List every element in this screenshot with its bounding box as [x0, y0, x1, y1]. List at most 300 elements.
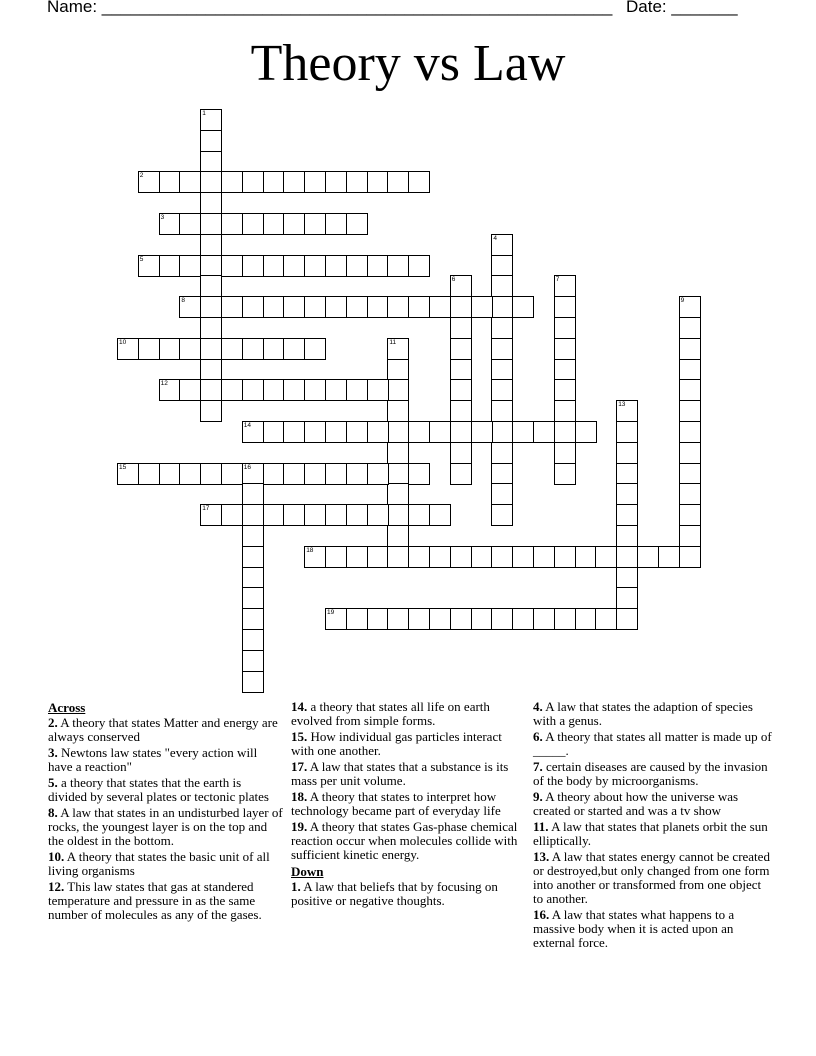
grid-cell[interactable]: [450, 421, 472, 443]
clue-text: a theory that states that the earth is divided by several plates or tectonic plates: [48, 775, 269, 804]
grid-cell[interactable]: [242, 567, 264, 589]
grid-cell[interactable]: [616, 608, 638, 630]
clue-text: A theory that states the basic unit of all living organisms: [48, 849, 270, 878]
grid-cell[interactable]: [221, 171, 243, 193]
grid-cell[interactable]: [138, 338, 160, 360]
grid-cell[interactable]: [512, 546, 534, 568]
grid-cell[interactable]: [221, 296, 243, 318]
clue-number-label: 11: [389, 338, 397, 346]
grid-cell[interactable]: [117, 463, 139, 485]
grid-cell[interactable]: [242, 650, 264, 672]
clue-number-label: 5: [139, 255, 144, 263]
grid-cell[interactable]: [387, 504, 409, 526]
clue-text: How individual gas particles interact with one another.: [291, 729, 502, 758]
clue-text: A law that states energy cannot be created or destroyed,but only changed from one form into another or transformed from one object to another.: [533, 849, 770, 906]
clue-across-14: [291, 700, 527, 728]
grid-cell[interactable]: [471, 608, 493, 630]
grid-cell[interactable]: [221, 338, 243, 360]
grid-cell[interactable]: [263, 171, 285, 193]
grid-cell[interactable]: [346, 421, 368, 443]
grid-cell[interactable]: [387, 296, 409, 318]
grid-cell[interactable]: [159, 463, 181, 485]
page-title: Theory vs Law: [250, 35, 566, 92]
grid-cell[interactable]: [679, 296, 701, 318]
grid-cell[interactable]: [325, 296, 347, 318]
clue-across-18: [291, 790, 527, 818]
grid-cell[interactable]: [367, 171, 389, 193]
grid-cell[interactable]: [304, 338, 326, 360]
grid-cell[interactable]: [159, 171, 181, 193]
grid-cell[interactable]: [325, 463, 347, 485]
grid-cell[interactable]: [242, 587, 264, 609]
down-heading: Down: [291, 864, 324, 879]
grid-cell[interactable]: [450, 546, 472, 568]
grid-cell[interactable]: [221, 504, 243, 526]
grid-cell[interactable]: [616, 525, 638, 547]
grid-cell[interactable]: [367, 379, 389, 401]
grid-cell[interactable]: [367, 255, 389, 277]
grid-cell[interactable]: [491, 255, 513, 277]
clue-number: 3.: [48, 745, 58, 760]
grid-cell[interactable]: [138, 171, 160, 193]
clue-number-label: 7: [555, 276, 560, 284]
grid-cell[interactable]: [491, 296, 513, 318]
grid-cell[interactable]: [679, 483, 701, 505]
clue-number-label: 17: [202, 505, 210, 513]
grid-cell[interactable]: [283, 463, 305, 485]
grid-cell[interactable]: [283, 213, 305, 235]
grid-cell[interactable]: [491, 546, 513, 568]
grid-cell[interactable]: [200, 400, 222, 422]
clue-number: 5.: [48, 775, 58, 790]
clue-text: This law states that gas at standered temperature and pressure in as the same number of molecules as any of the gases.: [48, 879, 262, 922]
grid-cell[interactable]: [429, 296, 451, 318]
grid-cell[interactable]: [679, 338, 701, 360]
grid-cell[interactable]: [616, 421, 638, 443]
grid-cell[interactable]: [325, 421, 347, 443]
grid-cell[interactable]: [179, 213, 201, 235]
grid-cell[interactable]: [637, 546, 659, 568]
clue-number-label: 2: [139, 172, 144, 180]
grid-cell[interactable]: [491, 483, 513, 505]
clue-down-1: [291, 880, 527, 908]
grid-cell[interactable]: [429, 546, 451, 568]
grid-cell[interactable]: [595, 546, 617, 568]
grid-cell[interactable]: [554, 275, 576, 297]
grid-cell[interactable]: [138, 255, 160, 277]
grid-cell[interactable]: [304, 379, 326, 401]
grid-cell[interactable]: [575, 608, 597, 630]
grid-cell[interactable]: [221, 379, 243, 401]
clue-down-4: [533, 700, 773, 728]
grid-cell[interactable]: [367, 504, 389, 526]
clue-number: 9.: [533, 789, 543, 804]
grid-cell[interactable]: [283, 338, 305, 360]
clue-number-label: 16: [243, 463, 252, 471]
grid-cell[interactable]: [491, 234, 513, 256]
grid-cell[interactable]: [242, 421, 264, 443]
grid-cell[interactable]: [616, 567, 638, 589]
grid-cell[interactable]: [200, 151, 222, 173]
clue-text: A theory about how the universe was created or started and was a tv show: [533, 789, 739, 818]
grid-cell[interactable]: [679, 546, 701, 568]
clue-down-7: [533, 760, 773, 788]
grid-cell[interactable]: [242, 213, 264, 235]
grid-cell[interactable]: [554, 546, 576, 568]
grid-cell[interactable]: [408, 421, 430, 443]
clue-across-2: [48, 716, 283, 744]
grid-cell[interactable]: [304, 504, 326, 526]
grid-cell[interactable]: [554, 317, 576, 339]
clue-number: 1.: [291, 879, 301, 894]
grid-cell[interactable]: [450, 442, 472, 464]
grid-cell[interactable]: [408, 504, 430, 526]
grid-cell[interactable]: [450, 296, 472, 318]
grid-cell[interactable]: [263, 338, 285, 360]
grid-cell[interactable]: [346, 296, 368, 318]
clue-number-label: 8: [181, 297, 186, 305]
clue-number: 4.: [533, 699, 543, 714]
clue-number: 17.: [291, 759, 308, 774]
clue-text: A law that states the adaption of species with a genus.: [533, 699, 753, 728]
grid-cell[interactable]: [159, 213, 181, 235]
grid-cell[interactable]: [367, 608, 389, 630]
grid-cell[interactable]: [325, 171, 347, 193]
grid-cell[interactable]: [554, 296, 576, 318]
grid-cell[interactable]: [346, 546, 368, 568]
grid-cell[interactable]: [325, 379, 347, 401]
grid-cell[interactable]: [679, 525, 701, 547]
grid-cell[interactable]: [616, 442, 638, 464]
grid-cell[interactable]: [387, 359, 409, 381]
grid-cell[interactable]: [263, 504, 285, 526]
grid-cell[interactable]: [200, 192, 222, 214]
grid-cell[interactable]: [491, 442, 513, 464]
grid-cell[interactable]: [387, 171, 409, 193]
grid-cell[interactable]: [200, 338, 222, 360]
grid-cell[interactable]: [179, 463, 201, 485]
grid-cell[interactable]: [242, 629, 264, 651]
grid-cell[interactable]: [616, 400, 638, 422]
grid-cell[interactable]: [491, 379, 513, 401]
grid-cell[interactable]: [283, 421, 305, 443]
grid-cell[interactable]: [242, 504, 264, 526]
grid-cell[interactable]: [346, 463, 368, 485]
clue-text: A law that states what happens to a massive body when it is acted upon an external force.: [533, 907, 735, 950]
grid-cell[interactable]: [387, 546, 409, 568]
grid-cell[interactable]: [450, 317, 472, 339]
grid-cell[interactable]: [512, 296, 534, 318]
grid-cell[interactable]: [346, 255, 368, 277]
grid-cell[interactable]: [387, 525, 409, 547]
grid-cell[interactable]: [179, 171, 201, 193]
grid-cell[interactable]: [283, 255, 305, 277]
grid-cell[interactable]: [491, 504, 513, 526]
grid-cell[interactable]: [679, 359, 701, 381]
grid-cell[interactable]: [179, 255, 201, 277]
grid-cell[interactable]: [242, 608, 264, 630]
grid-cell[interactable]: [471, 421, 493, 443]
grid-cell[interactable]: [408, 296, 430, 318]
clue-across-3: [48, 746, 283, 774]
grid-cell[interactable]: [242, 171, 264, 193]
grid-cell[interactable]: [450, 359, 472, 381]
grid-cell[interactable]: [616, 504, 638, 526]
grid-cell[interactable]: [554, 359, 576, 381]
grid-cell[interactable]: [471, 546, 493, 568]
clue-across-10: [48, 850, 283, 878]
grid-cell[interactable]: [242, 463, 264, 485]
clue-number-label: 4: [493, 234, 498, 242]
grid-cell[interactable]: [491, 463, 513, 485]
grid-cell[interactable]: [200, 463, 222, 485]
grid-cell[interactable]: [304, 171, 326, 193]
clue-number-label: 6: [451, 276, 456, 284]
clue-number: 14.: [291, 699, 308, 714]
grid-cell[interactable]: [367, 546, 389, 568]
grid-cell[interactable]: [679, 504, 701, 526]
grid-cell[interactable]: [533, 608, 555, 630]
clue-text: A theory that states Gas-phase chemical reaction occur when molecules collide with sufficient kinetic energy.: [291, 819, 518, 862]
grid-cell[interactable]: [616, 483, 638, 505]
grid-cell[interactable]: [554, 442, 576, 464]
clue-number: 12.: [48, 879, 65, 894]
grid-cell[interactable]: [346, 608, 368, 630]
grid-cell[interactable]: [387, 483, 409, 505]
grid-cell[interactable]: [263, 296, 285, 318]
clue-number: 16.: [533, 907, 550, 922]
grid-cell[interactable]: [512, 608, 534, 630]
grid-cell[interactable]: [575, 546, 597, 568]
grid-cell[interactable]: [491, 275, 513, 297]
grid-cell[interactable]: [429, 421, 451, 443]
grid-cell[interactable]: [533, 546, 555, 568]
clue-text: A law that states that planets orbit the sun elliptically.: [533, 819, 768, 848]
clue-text: A law that states in an undisturbed layer of rocks, the youngest layer is on the top and the oldest in the bottom.: [48, 805, 283, 848]
grid-cell[interactable]: [263, 463, 285, 485]
clue-across-19: [291, 820, 527, 862]
clue-number-label: 10: [119, 338, 127, 346]
grid-cell[interactable]: [325, 213, 347, 235]
grid-cell[interactable]: [491, 421, 513, 443]
grid-cell[interactable]: [679, 463, 701, 485]
clue-text: Newtons law states "every action will have a reaction": [48, 745, 258, 774]
grid-cell[interactable]: [263, 255, 285, 277]
grid-cell[interactable]: [159, 338, 181, 360]
grid-cell[interactable]: [450, 608, 472, 630]
grid-cell[interactable]: [200, 317, 222, 339]
grid-cell[interactable]: [221, 255, 243, 277]
clue-down-16: [533, 908, 773, 950]
grid-cell[interactable]: [346, 171, 368, 193]
clue-number: 7.: [533, 759, 543, 774]
grid-cell[interactable]: [408, 255, 430, 277]
clue-text: a theory that states all life on earth evolved from simple forms.: [291, 699, 490, 728]
grid-cell[interactable]: [304, 296, 326, 318]
grid-cell[interactable]: [263, 213, 285, 235]
grid-cell[interactable]: [450, 379, 472, 401]
grid-cell[interactable]: [554, 400, 576, 422]
grid-cell[interactable]: [200, 296, 222, 318]
clue-text: A law that states that a substance is its mass per unit volume.: [291, 759, 509, 788]
grid-cell[interactable]: [554, 379, 576, 401]
grid-cell[interactable]: [387, 421, 409, 443]
grid-cell[interactable]: [200, 504, 222, 526]
grid-cell[interactable]: [387, 608, 409, 630]
grid-cell[interactable]: [221, 213, 243, 235]
grid-cell[interactable]: [554, 608, 576, 630]
grid-cell[interactable]: [658, 546, 680, 568]
grid-cell[interactable]: [117, 338, 139, 360]
clue-number: 11.: [533, 819, 549, 834]
grid-cell[interactable]: [242, 255, 264, 277]
grid-cell[interactable]: [138, 463, 160, 485]
grid-cell[interactable]: [304, 255, 326, 277]
grid-cell[interactable]: [346, 379, 368, 401]
clue-across-8: [48, 806, 283, 848]
grid-cell[interactable]: [491, 400, 513, 422]
grid-cell[interactable]: [200, 213, 222, 235]
grid-cell[interactable]: [450, 463, 472, 485]
grid-cell[interactable]: [283, 171, 305, 193]
date-field-label[interactable]: Date: _______: [626, 0, 738, 16]
grid-cell[interactable]: [367, 296, 389, 318]
clue-across-12: [48, 880, 283, 922]
grid-cell[interactable]: [387, 400, 409, 422]
grid-cell[interactable]: [554, 463, 576, 485]
clue-text: A law that beliefs that by focusing on positive or negative thoughts.: [291, 879, 498, 908]
grid-cell[interactable]: [242, 483, 264, 505]
grid-cell[interactable]: [242, 296, 264, 318]
grid-cell[interactable]: [283, 296, 305, 318]
grid-cell[interactable]: [408, 171, 430, 193]
grid-cell[interactable]: [679, 400, 701, 422]
grid-cell[interactable]: [179, 338, 201, 360]
grid-cell[interactable]: [595, 608, 617, 630]
grid-cell[interactable]: [450, 275, 472, 297]
grid-cell[interactable]: [616, 546, 638, 568]
grid-cell[interactable]: [200, 359, 222, 381]
grid-cell[interactable]: [429, 608, 451, 630]
grid-cell[interactable]: [242, 671, 264, 693]
grid-cell[interactable]: [616, 463, 638, 485]
grid-cell[interactable]: [242, 525, 264, 547]
clue-text: certain diseases are caused by the invasion of the body by microorganisms.: [533, 759, 768, 788]
grid-cell[interactable]: [575, 421, 597, 443]
grid-cell[interactable]: [679, 442, 701, 464]
grid-cell[interactable]: [387, 442, 409, 464]
grid-cell[interactable]: [450, 400, 472, 422]
grid-cell[interactable]: [200, 234, 222, 256]
clue-number: 13.: [533, 849, 550, 864]
grid-cell[interactable]: [346, 504, 368, 526]
grid-cell[interactable]: [679, 421, 701, 443]
clue-across-15: [291, 730, 527, 758]
grid-cell[interactable]: [387, 338, 409, 360]
grid-cell[interactable]: [304, 213, 326, 235]
grid-cell[interactable]: [408, 546, 430, 568]
clue-text: A theory that states to interpret how technology became part of everyday life: [291, 789, 501, 818]
clue-down-9: [533, 790, 773, 818]
grid-cell[interactable]: [429, 504, 451, 526]
clue-number-label: 14: [243, 422, 252, 429]
grid-cell[interactable]: [387, 255, 409, 277]
grid-cell[interactable]: [679, 317, 701, 339]
grid-cell[interactable]: [450, 338, 472, 360]
grid-cell[interactable]: [533, 421, 555, 443]
clue-down-6: [533, 730, 773, 758]
clue-text: A theory that states Matter and energy are always conserved: [48, 715, 278, 744]
grid-cell[interactable]: [304, 546, 326, 568]
clue-number: 19.: [291, 819, 308, 834]
grid-cell[interactable]: [491, 317, 513, 339]
grid-cell[interactable]: [491, 608, 513, 630]
clue-number-label: 1: [202, 110, 206, 117]
grid-cell[interactable]: [554, 338, 576, 360]
grid-cell[interactable]: [367, 463, 389, 485]
grid-cell[interactable]: [512, 421, 534, 443]
grid-cell[interactable]: [679, 379, 701, 401]
clue-down-13: [533, 850, 773, 906]
name-field-label[interactable]: Name: ______________________________________________________: [47, 0, 613, 16]
grid-cell[interactable]: [200, 130, 222, 152]
grid-cell[interactable]: [408, 463, 430, 485]
grid-cell[interactable]: [471, 296, 493, 318]
clue-number: 18.: [291, 789, 308, 804]
grid-cell[interactable]: [325, 255, 347, 277]
clue-column-1: [48, 700, 283, 924]
clue-number: 8.: [48, 805, 58, 820]
clue-number-label: 15: [119, 463, 127, 471]
grid-cell[interactable]: [491, 338, 513, 360]
grid-cell[interactable]: [263, 379, 285, 401]
grid-cell[interactable]: [325, 608, 347, 630]
grid-cell[interactable]: [263, 421, 285, 443]
grid-cell[interactable]: [221, 463, 243, 485]
grid-cell[interactable]: [242, 546, 264, 568]
clue-number: 10.: [48, 849, 65, 864]
grid-cell[interactable]: [179, 296, 201, 318]
grid-cell[interactable]: [304, 421, 326, 443]
grid-cell[interactable]: [200, 109, 222, 131]
grid-cell[interactable]: [325, 546, 347, 568]
across-heading: Across: [48, 700, 86, 715]
grid-cell[interactable]: [200, 255, 222, 277]
grid-cell[interactable]: [200, 171, 222, 193]
grid-cell[interactable]: [367, 421, 389, 443]
grid-cell[interactable]: [387, 463, 409, 485]
grid-cell[interactable]: [408, 608, 430, 630]
grid-cell[interactable]: [491, 359, 513, 381]
grid-cell[interactable]: [179, 379, 201, 401]
grid-cell[interactable]: [346, 213, 368, 235]
grid-cell[interactable]: [325, 504, 347, 526]
grid-cell[interactable]: [159, 379, 181, 401]
grid-cell[interactable]: [283, 504, 305, 526]
grid-cell[interactable]: [616, 587, 638, 609]
grid-cell[interactable]: [200, 379, 222, 401]
grid-cell[interactable]: [554, 421, 576, 443]
grid-cell[interactable]: [159, 255, 181, 277]
grid-cell[interactable]: [242, 338, 264, 360]
clue-number: 6.: [533, 729, 543, 744]
grid-cell[interactable]: [200, 275, 222, 297]
grid-cell[interactable]: [304, 463, 326, 485]
grid-cell[interactable]: [387, 379, 409, 401]
clue-number-label: 12: [160, 380, 168, 388]
grid-cell[interactable]: [283, 379, 305, 401]
grid-cell[interactable]: [242, 379, 264, 401]
